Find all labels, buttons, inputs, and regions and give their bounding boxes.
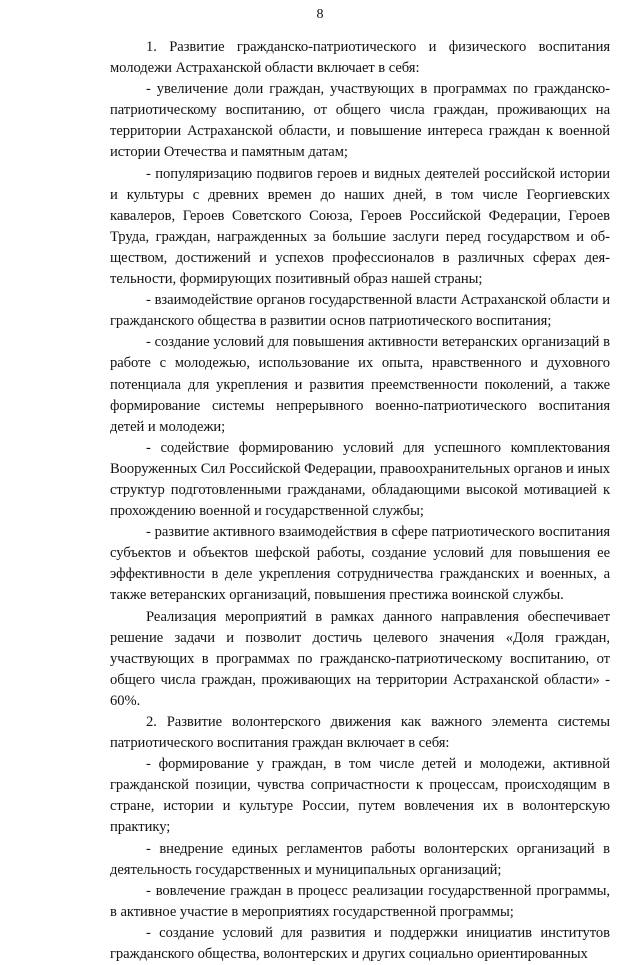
list-item-government-interaction: - взаимодействие органов государственной власти Астраханской области и гражданского общества в развитии основ патриотического воспитания; bbox=[110, 292, 610, 330]
list-item-veteran-organizations: - создание условий для повышения активности ветеранских организаций в работе с молодежью, использование их опыта, нравственного и духовного потенциала для укрепления и развития преемственности поколений, а также формирование системы непрерывного военно-патриотического воспитания детей и молодежи; bbox=[110, 334, 610, 435]
document-body bbox=[110, 37, 610, 965]
list-item-volunteer-regulations: - внедрение единых регламентов работы волонтерских организаций в деятельность государственных и муниципальных организаций; bbox=[110, 840, 610, 878]
paragraph-1-heading: 1. Развитие гражданско-патриотического и физического воспитания молодежи Астраханской области включает в себя: bbox=[110, 39, 610, 77]
list-item-armed-forces-recruitment: - содействие формированию условий для успешного комплектования Вооруженных Сил Российской Федерации, правоохранительных органов и иных структур подготовленными гражданами, обладающими высокой мотивацией к прохождению военной и государственной службы; bbox=[110, 439, 610, 520]
list-item-civil-society-support: - создание условий для развития и поддержки инициатив институтов гражданского общества, волонтерских и других социально ориентированных bbox=[110, 924, 610, 963]
list-item-civic-position: - формирование у граждан, в том числе детей и молодежи, активной гражданской позиции, чувства сопричастности к процессам, происходящим в стране, истории и культуре России, путем вовлечения их в волонтерскую практику; bbox=[110, 756, 610, 836]
list-item-heroes-popularization: - популяризацию подвигов героев и видных деятелей российской истории и культуры с древних времен до наших дней, в том числе Георгиевских кавалеров, Героев Советского Союза, Героев Российской Федерации, Героев Труда, граждан, награжденных за большие заслуги перед государством и обществом, достижений и успехов профессионалов в различных сферах деятельности, формирующих позитивный образ нашей страны; bbox=[110, 165, 610, 288]
paragraph-2-heading: 2. Развитие волонтерского движения как важного элемента системы патриотического воспитания граждан включает в себя: bbox=[110, 714, 610, 752]
list-item-citizen-share: - увеличение доли граждан, участвующих в программах по гражданско-патриотическому воспитанию, от общего числа граждан, проживающих на территории Астраханской области, и повышение интереса граждан к военной истории Отечества и памятным датам; bbox=[110, 81, 610, 161]
list-item-patronage-work: - развитие активного взаимодействия в сфере патриотического воспитания субъектов и объектов шефской работы, создание условий для повышения ее эффективности в деле укрепления сотрудничества гражданских и военных, а также ветеранских организаций, повышения престижа воинской службы. bbox=[110, 524, 610, 604]
paragraph-target-value: Реализация мероприятий в рамках данного направления обеспечивает решение задачи и позволит достичь целевого значения «Доля граждан, участвующих в программах по гражданско-патриотическому воспитанию, от общего числа граждан, проживающих на территории Астраханской области» - 60%. bbox=[110, 608, 610, 709]
list-item-citizen-involvement: - вовлечение граждан в процесс реализации государственной программы, в активное участие в мероприятиях государственной программы; bbox=[110, 882, 610, 920]
page-number: 8 bbox=[316, 7, 324, 22]
